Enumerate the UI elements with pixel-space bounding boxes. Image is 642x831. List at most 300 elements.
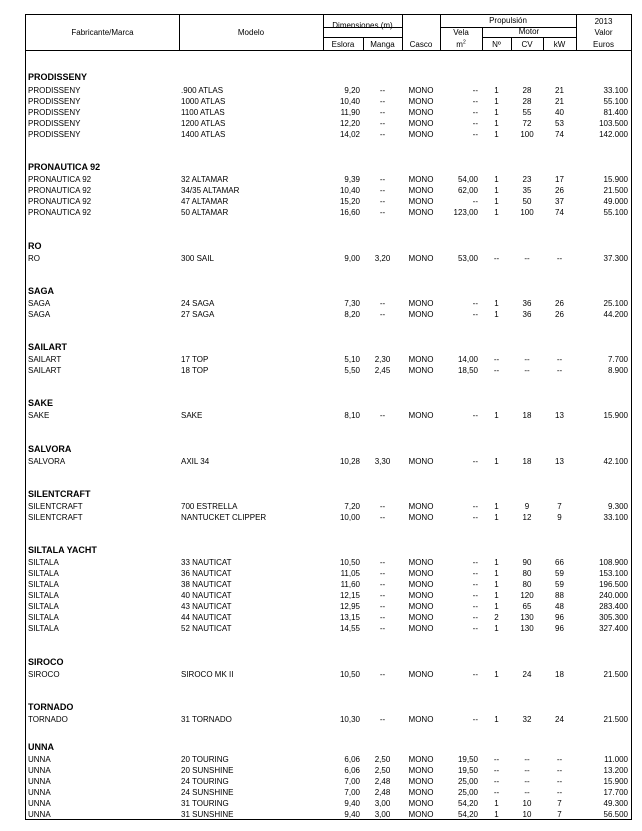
cell-manga: 2,30 bbox=[374, 355, 391, 364]
cell-num: -- bbox=[493, 755, 500, 764]
vela-unit: m bbox=[456, 40, 463, 49]
cell-cv: 120 bbox=[520, 591, 534, 600]
cell-cv: 80 bbox=[522, 569, 532, 578]
cell-valor: 81.400 bbox=[603, 108, 628, 117]
cell-eslora: 10,50 bbox=[339, 558, 360, 567]
cell-manga: -- bbox=[379, 175, 386, 184]
cell-modelo: 31 SUNSHINE bbox=[181, 810, 234, 819]
cell-modelo: 20 SUNSHINE bbox=[181, 766, 234, 775]
cell-cv: 18 bbox=[522, 457, 532, 466]
cell-eslora: 8,20 bbox=[344, 310, 360, 319]
cell-vela: 19,50 bbox=[457, 755, 478, 764]
cell-vela: 54,00 bbox=[457, 175, 478, 184]
cell-manga: -- bbox=[379, 310, 386, 319]
cell-fabricante: SILTALA bbox=[28, 591, 59, 600]
cell-eslora: 11,90 bbox=[340, 108, 360, 117]
cell-modelo: 32 ALTAMAR bbox=[181, 175, 229, 184]
col-valor: Valor bbox=[594, 28, 613, 37]
cell-casco: MONO bbox=[408, 715, 434, 724]
cell-valor: 153.100 bbox=[599, 569, 628, 578]
cell-num: 1 bbox=[494, 624, 499, 633]
cell-cv: 24 bbox=[522, 670, 532, 679]
cell-num: -- bbox=[493, 777, 500, 786]
cell-vela: -- bbox=[472, 580, 478, 589]
cell-kw: 13 bbox=[555, 457, 564, 466]
cell-modelo: 1100 ATLAS bbox=[181, 108, 225, 117]
table-row bbox=[26, 798, 631, 809]
cell-num: 1 bbox=[494, 569, 499, 578]
cell-vela: -- bbox=[472, 624, 478, 633]
cell-valor: 44.200 bbox=[603, 310, 628, 319]
cell-vela: 54,20 bbox=[457, 810, 478, 819]
cell-num: 1 bbox=[494, 502, 499, 511]
cell-modelo: 31 TOURING bbox=[181, 799, 229, 808]
cell-kw: 88 bbox=[555, 591, 564, 600]
table-row bbox=[26, 754, 631, 765]
cell-manga: -- bbox=[379, 86, 386, 95]
cell-casco: MONO bbox=[408, 366, 434, 375]
cell-num: 1 bbox=[494, 186, 499, 195]
cell-cv: -- bbox=[524, 355, 530, 364]
cell-kw: 96 bbox=[555, 624, 564, 633]
cell-eslora: 10,40 bbox=[339, 186, 360, 195]
brand-heading: SAILART bbox=[28, 342, 67, 352]
col-vela: Vela bbox=[453, 28, 469, 37]
cell-kw: 18 bbox=[555, 670, 564, 679]
cell-eslora: 10,40 bbox=[339, 97, 360, 106]
cell-cv: 130 bbox=[520, 613, 534, 622]
table-row bbox=[26, 809, 631, 820]
col-num: Nº bbox=[492, 40, 501, 49]
cell-casco: MONO bbox=[408, 197, 434, 206]
cell-modelo: 36 NAUTICAT bbox=[181, 569, 232, 578]
cell-casco: MONO bbox=[408, 624, 434, 633]
cell-num: 1 bbox=[494, 715, 499, 724]
table-row bbox=[26, 298, 631, 309]
cell-modelo: 47 ALTAMAR bbox=[181, 197, 229, 206]
cell-fabricante: UNNA bbox=[28, 755, 51, 764]
cell-valor: 21.500 bbox=[603, 186, 628, 195]
cell-eslora: 6,06 bbox=[344, 755, 360, 764]
cell-num: 1 bbox=[494, 299, 499, 308]
cell-fabricante: PRODISSENY bbox=[28, 108, 81, 117]
table-row bbox=[26, 410, 631, 421]
col-casco: Casco bbox=[409, 40, 433, 49]
cell-fabricante: PRONAUTICA 92 bbox=[28, 208, 92, 217]
cell-valor: 142.000 bbox=[599, 130, 628, 139]
cell-modelo: 24 TOURING bbox=[181, 777, 229, 786]
cell-eslora: 9,40 bbox=[344, 799, 360, 808]
cell-fabricante: PRODISSENY bbox=[28, 119, 81, 128]
brand-heading: UNNA bbox=[28, 742, 54, 752]
cell-manga: -- bbox=[379, 411, 386, 420]
cell-casco: MONO bbox=[408, 186, 434, 195]
cell-modelo: NANTUCKET CLIPPER bbox=[181, 513, 267, 522]
cell-manga: 2,50 bbox=[374, 755, 391, 764]
cell-eslora: 6,06 bbox=[344, 766, 360, 775]
cell-manga: -- bbox=[379, 558, 386, 567]
cell-casco: MONO bbox=[408, 799, 434, 808]
cell-fabricante: TORNADO bbox=[28, 715, 68, 724]
cell-fabricante: PRONAUTICA 92 bbox=[28, 175, 92, 184]
cell-vela: -- bbox=[472, 86, 478, 95]
cell-casco: MONO bbox=[408, 670, 434, 679]
cell-manga: -- bbox=[379, 569, 386, 578]
cell-casco: MONO bbox=[408, 569, 434, 578]
cell-cv: -- bbox=[524, 788, 530, 797]
cell-cv: 72 bbox=[522, 119, 532, 128]
cell-num: 1 bbox=[494, 119, 499, 128]
price-table bbox=[25, 14, 632, 820]
cell-eslora: 10,50 bbox=[339, 670, 360, 679]
brand-heading: SILENTCRAFT bbox=[28, 489, 91, 499]
cell-kw: -- bbox=[556, 254, 563, 263]
cell-vela: 25,00 bbox=[457, 788, 478, 797]
cell-manga: -- bbox=[379, 591, 386, 600]
cell-casco: MONO bbox=[408, 254, 434, 263]
brand-heading: PRODISSENY bbox=[28, 72, 88, 82]
cell-fabricante: SAILART bbox=[28, 366, 62, 375]
cell-cv: 100 bbox=[520, 130, 534, 139]
cell-num: 1 bbox=[494, 108, 499, 117]
cell-valor: 305.300 bbox=[599, 613, 628, 622]
cell-eslora: 11,60 bbox=[340, 580, 360, 589]
cell-modelo: 34/35 ALTAMAR bbox=[181, 186, 240, 195]
table-row bbox=[26, 174, 631, 185]
cell-casco: MONO bbox=[408, 502, 434, 511]
cell-num: 1 bbox=[494, 670, 499, 679]
cell-valor: 8.900 bbox=[607, 366, 628, 375]
cell-manga: 3,00 bbox=[374, 799, 391, 808]
cell-num: 1 bbox=[494, 810, 499, 819]
cell-modelo: 31 TORNADO bbox=[181, 715, 232, 724]
table-row bbox=[26, 354, 631, 365]
cell-kw: 40 bbox=[555, 108, 564, 117]
cell-valor: 327.400 bbox=[599, 624, 628, 633]
cell-valor: 9.300 bbox=[607, 502, 628, 511]
table-row bbox=[26, 557, 631, 568]
cell-manga: 2,48 bbox=[374, 788, 391, 797]
cell-manga: -- bbox=[379, 513, 386, 522]
cell-fabricante: SAGA bbox=[28, 310, 51, 319]
cell-manga: -- bbox=[379, 197, 386, 206]
cell-valor: 33.100 bbox=[603, 86, 628, 95]
cell-manga: -- bbox=[379, 624, 386, 633]
cell-casco: MONO bbox=[408, 788, 434, 797]
table-row bbox=[26, 512, 631, 523]
cell-kw: 7 bbox=[557, 810, 562, 819]
col-modelo: Modelo bbox=[237, 28, 265, 37]
cell-eslora: 14,02 bbox=[339, 130, 360, 139]
cell-fabricante: SALVORA bbox=[28, 457, 66, 466]
cell-eslora: 7,30 bbox=[344, 299, 360, 308]
cell-manga: -- bbox=[379, 186, 386, 195]
cell-num: 1 bbox=[494, 86, 499, 95]
cell-manga: -- bbox=[379, 502, 386, 511]
cell-manga: -- bbox=[379, 108, 386, 117]
cell-cv: -- bbox=[524, 366, 530, 375]
cell-valor: 21.500 bbox=[603, 670, 628, 679]
cell-kw: 66 bbox=[555, 558, 564, 567]
table-row bbox=[26, 253, 631, 264]
cell-vela: -- bbox=[472, 558, 478, 567]
cell-kw: 59 bbox=[555, 569, 564, 578]
cell-casco: MONO bbox=[408, 777, 434, 786]
cell-vela: -- bbox=[472, 108, 478, 117]
table-row bbox=[26, 129, 631, 140]
table-row bbox=[26, 776, 631, 787]
cell-valor: 108.900 bbox=[599, 558, 628, 567]
cell-cv: 100 bbox=[520, 208, 534, 217]
cell-vela: 54,20 bbox=[457, 799, 478, 808]
cell-casco: MONO bbox=[408, 108, 434, 117]
cell-casco: MONO bbox=[408, 175, 434, 184]
table-row bbox=[26, 365, 631, 376]
cell-modelo: 52 NAUTICAT bbox=[181, 624, 232, 633]
cell-cv: 36 bbox=[522, 299, 532, 308]
cell-fabricante: UNNA bbox=[28, 810, 51, 819]
cell-num: 1 bbox=[494, 175, 499, 184]
cell-cv: 28 bbox=[522, 97, 532, 106]
cell-modelo: 27 SAGA bbox=[181, 310, 215, 319]
cell-manga: -- bbox=[379, 670, 386, 679]
cell-casco: MONO bbox=[408, 613, 434, 622]
cell-modelo: 1200 ATLAS bbox=[181, 119, 226, 128]
cell-num: 1 bbox=[494, 457, 499, 466]
cell-cv: 130 bbox=[520, 624, 534, 633]
cell-modelo: 20 TOURING bbox=[181, 755, 229, 764]
cell-modelo: 24 SUNSHINE bbox=[181, 788, 234, 797]
cell-num: 2 bbox=[494, 613, 499, 622]
cell-vela: -- bbox=[472, 299, 478, 308]
table-row bbox=[26, 787, 631, 798]
cell-manga: 2,50 bbox=[374, 766, 391, 775]
cell-fabricante: SILTALA bbox=[28, 580, 59, 589]
cell-fabricante: SILTALA bbox=[28, 569, 59, 578]
cell-fabricante: SAILART bbox=[28, 355, 62, 364]
cell-casco: MONO bbox=[408, 457, 434, 466]
cell-casco: MONO bbox=[408, 310, 434, 319]
cell-kw: 7 bbox=[557, 799, 562, 808]
table-row bbox=[26, 85, 631, 96]
cell-num: 1 bbox=[494, 602, 499, 611]
cell-modelo: 18 TOP bbox=[181, 366, 209, 375]
cell-kw: -- bbox=[556, 766, 563, 775]
cell-modelo: 700 ESTRELLA bbox=[181, 502, 238, 511]
cell-kw: 26 bbox=[555, 186, 564, 195]
cell-kw: 24 bbox=[555, 715, 564, 724]
cell-eslora: 12,20 bbox=[339, 119, 360, 128]
cell-num: -- bbox=[493, 366, 500, 375]
cell-num: 1 bbox=[494, 130, 499, 139]
cell-num: -- bbox=[493, 766, 500, 775]
cell-fabricante: SILENTCRAFT bbox=[28, 502, 83, 511]
cell-cv: 9 bbox=[524, 502, 530, 511]
cell-casco: MONO bbox=[408, 580, 434, 589]
cell-valor: 55.100 bbox=[603, 97, 628, 106]
cell-valor: 15.900 bbox=[603, 777, 628, 786]
cell-vela: 14,00 bbox=[457, 355, 478, 364]
cell-modelo: 40 NAUTICAT bbox=[181, 591, 232, 600]
cell-eslora: 10,28 bbox=[339, 457, 360, 466]
cell-casco: MONO bbox=[408, 86, 434, 95]
cell-cv: -- bbox=[524, 254, 530, 263]
brand-heading: PRONAUTICA 92 bbox=[28, 162, 101, 172]
cell-kw: 37 bbox=[555, 197, 564, 206]
cell-num: 1 bbox=[494, 97, 499, 106]
cell-manga: -- bbox=[379, 208, 386, 217]
cell-vela: -- bbox=[472, 457, 478, 466]
brand-heading: SIROCO bbox=[28, 657, 64, 667]
brand-heading: SALVORA bbox=[28, 444, 72, 454]
cell-modelo: 38 NAUTICAT bbox=[181, 580, 232, 589]
cell-kw: 96 bbox=[555, 613, 564, 622]
cell-modelo: 1000 ATLAS bbox=[181, 97, 226, 106]
cell-num: 1 bbox=[494, 580, 499, 589]
cell-vela: -- bbox=[472, 602, 478, 611]
cell-eslora: 9,00 bbox=[344, 254, 360, 263]
cell-num: -- bbox=[493, 355, 500, 364]
cell-casco: MONO bbox=[408, 299, 434, 308]
cell-eslora: 8,10 bbox=[344, 411, 360, 420]
vela-unit-exponent: 2 bbox=[462, 39, 466, 46]
cell-cv: 28 bbox=[522, 86, 532, 95]
cell-cv: -- bbox=[524, 755, 530, 764]
cell-valor: 283.400 bbox=[599, 602, 628, 611]
cell-modelo: 24 SAGA bbox=[181, 299, 215, 308]
cell-vela: -- bbox=[472, 670, 478, 679]
cell-casco: MONO bbox=[408, 411, 434, 420]
cell-cv: 32 bbox=[522, 715, 532, 724]
cell-modelo: SIROCO MK II bbox=[181, 670, 234, 679]
cell-valor: 55.100 bbox=[603, 208, 628, 217]
header-divider bbox=[482, 37, 576, 38]
cell-vela: 123,00 bbox=[453, 208, 478, 217]
cell-casco: MONO bbox=[408, 97, 434, 106]
cell-cv: 65 bbox=[522, 602, 532, 611]
brand-heading: SAGA bbox=[28, 286, 55, 296]
cell-vela: -- bbox=[472, 715, 478, 724]
cell-fabricante: PRONAUTICA 92 bbox=[28, 186, 92, 195]
cell-vela: 53,00 bbox=[457, 254, 478, 263]
cell-modelo: 33 NAUTICAT bbox=[181, 558, 232, 567]
brand-heading: SAKE bbox=[28, 398, 54, 408]
cell-kw: -- bbox=[556, 755, 563, 764]
cell-kw: 48 bbox=[555, 602, 564, 611]
cell-valor: 7.700 bbox=[607, 355, 628, 364]
cell-cv: 12 bbox=[522, 513, 532, 522]
cell-fabricante: UNNA bbox=[28, 777, 51, 786]
brand-heading: RO bbox=[28, 241, 42, 251]
cell-eslora: 12,15 bbox=[339, 591, 360, 600]
col-eslora: Eslora bbox=[331, 40, 355, 49]
cell-manga: 3,20 bbox=[374, 254, 391, 263]
cell-num: 1 bbox=[494, 310, 499, 319]
cell-valor: 42.100 bbox=[603, 457, 628, 466]
cell-valor: 37.300 bbox=[603, 254, 628, 263]
cell-kw: 21 bbox=[555, 97, 564, 106]
cell-eslora: 16,60 bbox=[339, 208, 360, 217]
cell-modelo: .900 ATLAS bbox=[181, 86, 224, 95]
cell-num: 1 bbox=[494, 513, 499, 522]
cell-kw: 17 bbox=[555, 175, 564, 184]
cell-manga: 2,45 bbox=[374, 366, 391, 375]
cell-vela: 18,50 bbox=[457, 366, 478, 375]
table-row bbox=[26, 185, 631, 196]
cell-eslora: 12,95 bbox=[339, 602, 360, 611]
table-row bbox=[26, 765, 631, 776]
col-manga: Manga bbox=[370, 40, 395, 49]
cell-kw: -- bbox=[556, 366, 563, 375]
cell-cv: 90 bbox=[522, 558, 532, 567]
cell-vela: -- bbox=[472, 411, 478, 420]
cell-vela: -- bbox=[472, 513, 478, 522]
table-row bbox=[26, 612, 631, 623]
cell-cv: 55 bbox=[522, 108, 532, 117]
cell-manga: -- bbox=[379, 613, 386, 622]
cell-eslora: 10,00 bbox=[339, 513, 360, 522]
cell-modelo: 43 NAUTICAT bbox=[181, 602, 232, 611]
cell-kw: -- bbox=[556, 777, 563, 786]
cell-vela: -- bbox=[472, 613, 478, 622]
cell-kw: 74 bbox=[555, 208, 564, 217]
cell-vela: -- bbox=[472, 197, 478, 206]
cell-valor: 11.000 bbox=[604, 755, 628, 764]
cell-fabricante: SILTALA bbox=[28, 624, 59, 633]
cell-valor: 103.500 bbox=[599, 119, 628, 128]
cell-kw: 7 bbox=[557, 502, 562, 511]
cell-valor: 25.100 bbox=[603, 299, 628, 308]
cell-eslora: 5,10 bbox=[344, 355, 360, 364]
cell-cv: -- bbox=[524, 777, 530, 786]
cell-fabricante: SIROCO bbox=[28, 670, 60, 679]
cell-casco: MONO bbox=[408, 755, 434, 764]
cell-fabricante: PRODISSENY bbox=[28, 97, 81, 106]
cell-kw: 53 bbox=[555, 119, 564, 128]
cell-num: 1 bbox=[494, 197, 499, 206]
cell-casco: MONO bbox=[408, 119, 434, 128]
table-row bbox=[26, 96, 631, 107]
cell-cv: 35 bbox=[522, 186, 532, 195]
cell-modelo: 300 SAIL bbox=[181, 254, 214, 263]
cell-eslora: 14,55 bbox=[339, 624, 360, 633]
cell-vela: 19,50 bbox=[457, 766, 478, 775]
cell-eslora: 7,00 bbox=[344, 777, 360, 786]
cell-kw: -- bbox=[556, 355, 563, 364]
col-propulsion: Propulsión bbox=[489, 16, 527, 25]
table-row bbox=[26, 714, 631, 725]
cell-cv: 10 bbox=[522, 799, 532, 808]
table-row bbox=[26, 196, 631, 207]
cell-modelo: 17 TOP bbox=[181, 355, 209, 364]
col-dimensiones: Dimensiones (m) bbox=[332, 21, 393, 30]
cell-valor: 33.100 bbox=[603, 513, 628, 522]
cell-casco: MONO bbox=[408, 130, 434, 139]
cell-manga: 2,48 bbox=[374, 777, 391, 786]
cell-modelo: 1400 ATLAS bbox=[181, 130, 226, 139]
cell-kw: 13 bbox=[555, 411, 564, 420]
cell-fabricante: PRODISSENY bbox=[28, 86, 81, 95]
cell-kw: -- bbox=[556, 788, 563, 797]
cell-eslora: 7,00 bbox=[344, 788, 360, 797]
cell-casco: MONO bbox=[408, 355, 434, 364]
cell-valor: 17.700 bbox=[603, 788, 628, 797]
cell-eslora: 15,20 bbox=[339, 197, 360, 206]
cell-eslora: 5,50 bbox=[344, 366, 360, 375]
table-row bbox=[26, 456, 631, 467]
cell-eslora: 9,39 bbox=[344, 175, 360, 184]
cell-valor: 49.300 bbox=[603, 799, 628, 808]
